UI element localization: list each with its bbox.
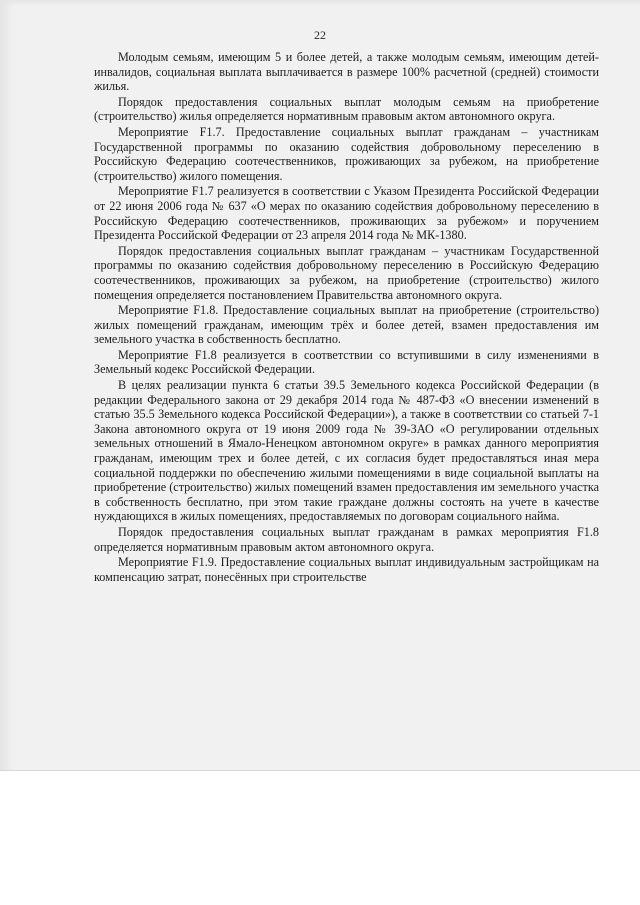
paragraph: Мероприятие F1.8 реализуется в соответствии со вступившими в силу изменениями в Земельный кодекс Российской Федерации. (94, 347, 599, 377)
paragraph: Порядок предоставления социальных выплат гражданам в рамках мероприятия F1.8 определяется нормативным правовым актом автономного округа. (94, 525, 599, 554)
document-body (94, 50, 599, 585)
scan-shadow-left (0, 0, 14, 770)
paragraph: Мероприятие F1.7 реализуется в соответствии с Указом Президента Российской Федерации от 22 июня 2006 года № 637 «О мерах по оказанию содействия добровольному переселению в Российскую Федерацию соотечественников, проживающих за рубежом» и поручением Президента Российской Федерации от 23 апреля 2014 года № МК-1380. (94, 184, 599, 243)
paragraph: Порядок предоставления социальных выплат молодым семьям на приобретение (строительство) жилья определяется нормативным правовым актом автономного округа. (94, 94, 599, 124)
paragraph: Молодым семьям, имеющим 5 и более детей, а также молодым семьям, имеющим детей-инвалидов, социальная выплата выплачивается в размере 100% расчетной (средней) стоимости жилья. (94, 50, 599, 94)
paragraph: Порядок предоставления социальных выплат гражданам – участникам Государственной программы по оказанию содействия добровольному переселению в Российскую Федерацию соотечественников, проживающих за рубежом, на приобретение (строительство) жилого помещения определяется постановлением Правительства автономного округа. (94, 243, 599, 302)
paragraph: В целях реализации пункта 6 статьи 39.5 Земельного кодекса Российской Федерации (в редакции Федерального закона от 29 декабря 2014 года № 487-ФЗ «О внесении изменений в статью 35.5 Земельного кодекса Российской Федерации»), а также в соответствии со статьей 7-1 Закона автономного округа от 19 июня 2009 года № 39-ЗАО «О регулировании отдельных земельных отношений в Ямало-Ненецком автономном округе» в рамках данного мероприятия гражданам, имеющим трех и более детей, с их согласия будет предоставляться иная мера социальной поддержки по обеспечению жилыми помещениями в виде социальной выплаты на приобретение (строительство) жилых помещений взамен предоставления им земельного участка в собственность бесплатно, при этом такие граждане должны состоять на учете в качестве нуждающихся в жилых помещениях, предоставляемых по договорам социального найма. (94, 378, 599, 524)
scan-shadow-top (0, 0, 640, 6)
paragraph: Мероприятие F1.8. Предоставление социальных выплат на приобретение (строительство) жилых помещений гражданам, имеющим трёх и более детей, взамен предоставления им земельного участка в собственность бесплатно. (94, 303, 599, 347)
paragraph: Мероприятие F1.7. Предоставление социальных выплат гражданам – участникам Государственной программы по оказанию содействия добровольному переселению в Российскую Федерацию соотечественников, проживающих за рубежом, на приобретение (строительство) жилого помещения. (94, 124, 599, 183)
paragraph: Мероприятие F1.9. Предоставление социальных выплат индивидуальным застройщикам на компенсацию затрат, понесённых при строительстве (94, 555, 599, 584)
page-number: 22 (314, 28, 326, 42)
